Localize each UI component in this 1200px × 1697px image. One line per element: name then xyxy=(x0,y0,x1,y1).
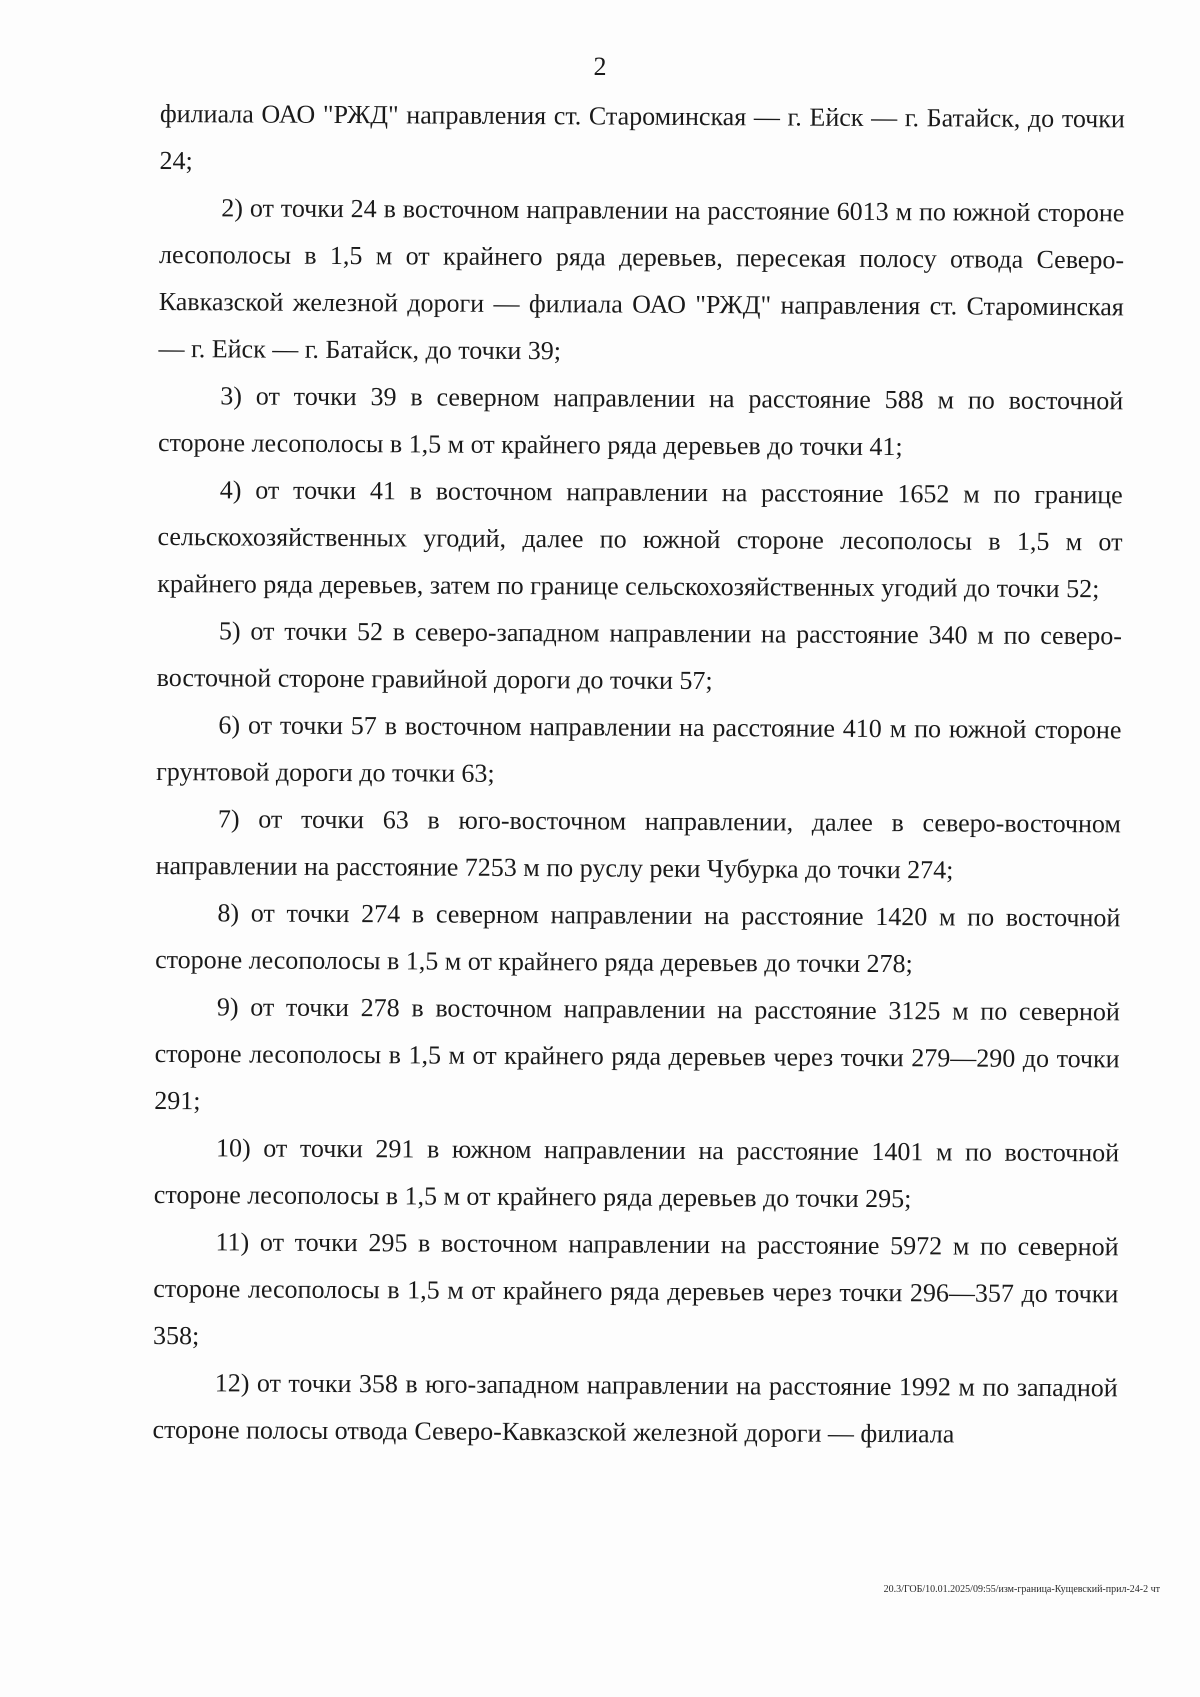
page-number: 2 xyxy=(593,52,607,81)
paragraph-item-3: 3) от точки 39 в северном направлении на расстояние 588 м по восточной стороне лесополосы в 1,5 м от крайнего ряда деревьев до точки 41; xyxy=(157,381,1124,462)
document-footer-code: 20.3/ГОБ/10.01.2025/09:55/изм-граница-Кущевский-прил-24-2 чт xyxy=(883,1584,1160,1595)
paragraph-item-2: 2) от точки 24 в восточном направлении на расстояние 6013 м по южной стороне лесополосы в 1,5 м от крайнего ряда деревьев, пересекая полосу отвода Северо-Кавказской железной дороги — филиала ОАО "РЖД" направления ст. Староминская — г. Ейск — г. Батайск, до точки 39; xyxy=(158,193,1125,366)
document-body xyxy=(152,90,1125,1458)
paragraph-item-8: 8) от точки 274 в северном направлении на расстояние 1420 м по восточной стороне лесополосы в 1,5 м от крайнего ряда деревьев до точки 278; xyxy=(155,898,1121,979)
paragraph-item-10: 10) от точки 291 в южном направлении на расстояние 1401 м по восточной стороне лесополосы в 1,5 м от крайнего ряда деревьев до точки 295; xyxy=(153,1133,1120,1214)
paragraph-item-6: 6) от точки 57 в восточном направлении на расстояние 410 м по южной стороне грунтовой дороги до точки 63; xyxy=(156,710,1122,788)
paragraph-item-12: 12) от точки 358 в юго-западном направлении на расстояние 1992 м по западной стороне полосы отвода Северо-Кавказской железной дороги — филиала xyxy=(152,1368,1118,1449)
paragraph-item-9: 9) от точки 278 в восточном направлении на расстояние 3125 м по северной стороне лесополосы в 1,5 м от крайнего ряда деревьев через точки 279—290 до точки 291; xyxy=(154,992,1120,1116)
paragraph-item-4: 4) от точки 41 в восточном направлении на расстояние 1652 м по границе сельскохозяйственных угодий, далее по южной стороне лесополосы в 1,5 м от крайнего ряда деревьев, затем по границе сельскохозяйственных угодий до точки 52; xyxy=(157,475,1123,604)
paragraph-item-11: 11) от точки 295 в восточном направлении на расстояние 5972 м по северной стороне лесополосы в 1,5 м от крайнего ряда деревьев через точки 296—357 до точки 358; xyxy=(152,1227,1119,1351)
paragraph-continuation: филиала ОАО "РЖД" направления ст. Староминская — г. Ейск — г. Батайск, до точки 24; xyxy=(159,98,1125,176)
paragraph-item-7: 7) от точки 63 в юго-восточном направлении, далее в северо-восточном направлении на расстояние 7253 м по руслу реки Чубурка до точки 274; xyxy=(155,804,1121,885)
paragraph-item-5: 5) от точки 52 в северо-западном направлении на расстояние 340 м по северо-восточной стороне гравийной дороги до точки 57; xyxy=(156,616,1123,696)
